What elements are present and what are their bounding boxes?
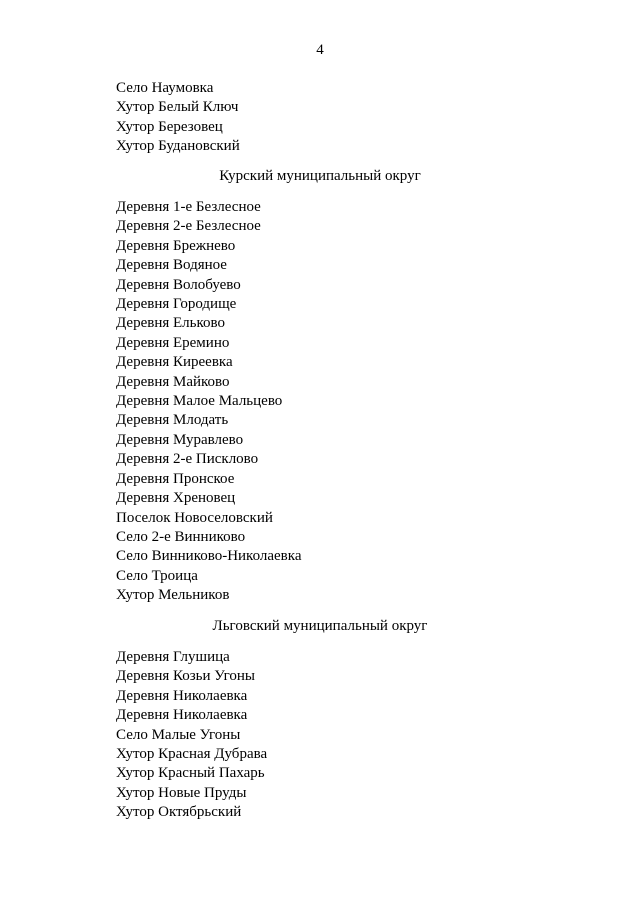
list-item: Хутор Мельников xyxy=(116,587,230,604)
settlement-list-top xyxy=(116,79,240,157)
list-item: Село 2-е Винниково xyxy=(116,528,246,545)
settlement-list-kursk xyxy=(116,198,302,606)
list-item: Деревня Глушица xyxy=(116,649,230,665)
list-item: Деревня Николаевка xyxy=(116,687,248,704)
section-heading-lgov: Льговский муниципальный округ xyxy=(212,618,428,634)
list-item: Деревня Козьи Угоны xyxy=(116,668,255,685)
list-item: Деревня Хреновец xyxy=(116,490,236,507)
section-heading-kursk: Курский муниципальный округ xyxy=(219,168,421,184)
list-item: Хутор Красный Пахарь xyxy=(116,765,265,782)
list-item: Хутор Березовец xyxy=(116,118,223,135)
list-item: Деревня 2-е Писклово xyxy=(116,451,259,468)
list-item: Хутор Октябрьский xyxy=(116,804,242,821)
list-item: Село Винниково-Николаевка xyxy=(116,548,302,565)
list-item: Деревня Еремино xyxy=(116,334,230,351)
list-item: Деревня 2-е Безлесное xyxy=(116,218,261,235)
list-item: Село Наумовка xyxy=(116,80,214,96)
list-item: Хутор Будановский xyxy=(116,138,240,155)
settlement-list-lgov xyxy=(116,648,267,823)
list-item: Деревня Пронское xyxy=(116,470,235,487)
list-item: Деревня 1-е Безлесное xyxy=(116,199,261,215)
list-item: Деревня Волобуево xyxy=(116,276,241,293)
list-item: Деревня Городище xyxy=(116,296,237,313)
list-item: Деревня Киреевка xyxy=(116,354,233,371)
list-item: Поселок Новоселовский xyxy=(116,509,273,526)
list-item: Деревня Водяное xyxy=(116,257,227,274)
list-item: Село Малые Угоны xyxy=(116,726,241,743)
list-item: Деревня Брежнево xyxy=(116,237,236,254)
list-item: Деревня Николаевка xyxy=(116,707,248,724)
list-item: Хутор Красная Дубрава xyxy=(116,746,268,763)
list-item: Село Троица xyxy=(116,567,198,584)
list-item: Хутор Новые Пруды xyxy=(116,784,247,801)
list-item: Деревня Малое Мальцево xyxy=(116,393,283,410)
list-item: Деревня Майково xyxy=(116,373,230,390)
list-item: Деревня Млодать xyxy=(116,412,229,429)
page-number: 4 xyxy=(316,42,324,58)
list-item: Деревня Муравлево xyxy=(116,431,244,448)
list-item: Хутор Белый Ключ xyxy=(116,99,239,116)
list-item: Деревня Ельково xyxy=(116,315,225,332)
